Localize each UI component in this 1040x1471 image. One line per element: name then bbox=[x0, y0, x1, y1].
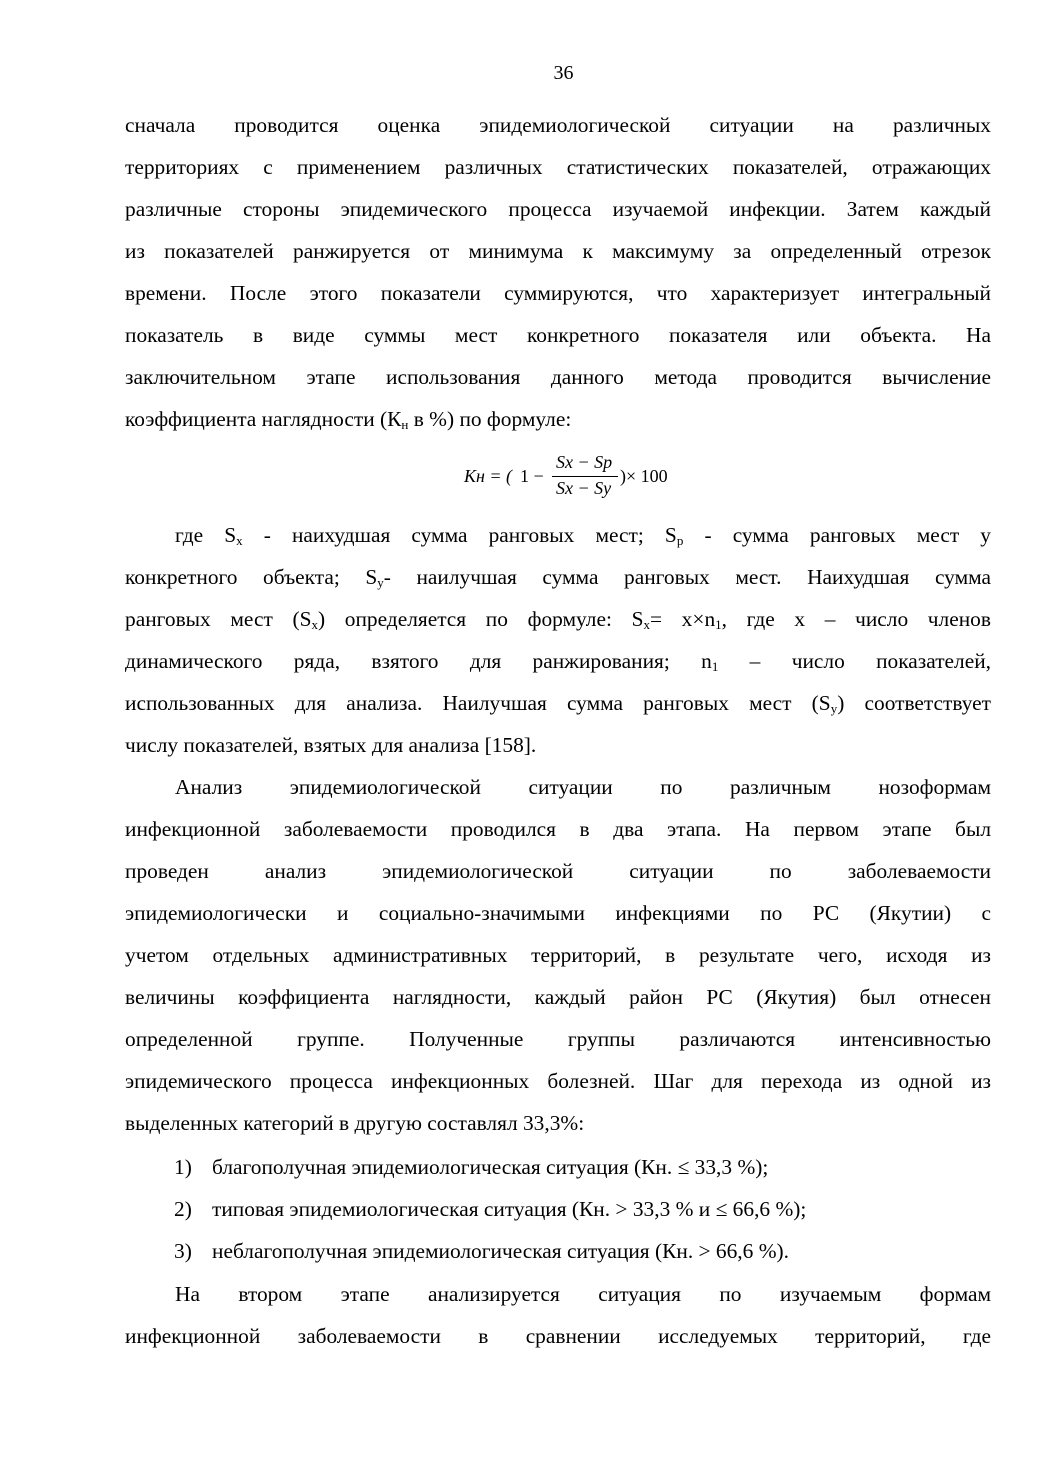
page-number: 36 bbox=[553, 62, 574, 84]
text-line: учетом отдельных административных территорий, в результате чего, исходя из bbox=[125, 943, 991, 967]
list-item: 2) типовая эпидемиологическая ситуация (Кн. > 33,3 % и ≤ 66,6 %); bbox=[174, 1197, 807, 1221]
text-line: территориях с применением различных статистических показателей, отражающих bbox=[125, 155, 991, 179]
text-line: инфекционной заболеваемости проводился в два этапа. На первом этапе был bbox=[125, 817, 991, 841]
text-line: величины коэффициента наглядности, каждый район РС (Якутия) был отнесен bbox=[125, 985, 991, 1009]
paragraph-2 bbox=[125, 514, 991, 766]
text-line: выделенных категорий в другую составлял 33,3%: bbox=[125, 1111, 585, 1135]
text-line: проведен анализ эпидемиологической ситуации по заболеваемости bbox=[125, 859, 991, 883]
text-line: Анализ эпидемиологической ситуации по различным нозоформам bbox=[175, 775, 991, 799]
formula-numerator: Sx − Sp bbox=[556, 452, 613, 472]
text-line: числу показателей, взятых для анализа [158]. bbox=[125, 733, 537, 757]
list-item: 3) неблагополучная эпидемиологическая ситуация (Кн. > 66,6 %). bbox=[174, 1239, 789, 1263]
text-line: коэффициента наглядности ($К_н$ в %) по формуле: bbox=[125, 407, 572, 432]
text-line: определенной группе. Полученные группы различаются интенсивностью bbox=[125, 1027, 991, 1051]
text-line: На втором этапе анализируется ситуация по изучаемым формам bbox=[175, 1282, 991, 1306]
text-line: ранговых мест $(S_x)$ определяется по формуле: $S_x= x\times n_1$, где x – число членов bbox=[125, 607, 991, 632]
paragraph-1 bbox=[125, 104, 991, 440]
text-line: заключительном этапе использования данного метода проводится вычисление bbox=[125, 365, 991, 389]
text-line: использованных для анализа. Наилучшая сумма ранговых мест $(S_у)$ соответствует bbox=[125, 691, 991, 716]
text-line: инфекционной заболеваемости в сравнении исследуемых территорий, где bbox=[125, 1324, 991, 1348]
text-line: эпидемического процесса инфекционных болезней. Шаг для перехода из одной из bbox=[125, 1069, 991, 1093]
paragraph-3 bbox=[125, 766, 991, 1144]
formula-lhs: Кн = ( bbox=[464, 466, 513, 486]
formula-one: 1 − bbox=[520, 466, 544, 486]
text-line: конкретного объекта; $S_у-$ наилучшая сумма ранговых мест. Наихудшая сумма bbox=[125, 565, 991, 590]
text-line: из показателей ранжируется от минимума к максимуму за определенный отрезок bbox=[125, 239, 991, 263]
formula-rhs: )× 100 bbox=[620, 466, 668, 486]
list-item: 1) благополучная эпидемиологическая ситуация (Кн. ≤ 33,3 %); bbox=[174, 1155, 769, 1179]
text-line: где $S_x$ - наихудшая сумма ранговых мест; $S_р$ - сумма ранговых мест у bbox=[175, 523, 991, 548]
text-line: сначала проводится оценка эпидемиологической ситуации на различных bbox=[125, 113, 991, 137]
text-line: различные стороны эпидемического процесса изучаемой инфекции. Затем каждый bbox=[125, 197, 991, 221]
fraction-bar bbox=[552, 476, 618, 477]
text-line: динамического ряда, взятого для ранжирования; $n_1$ – число показателей, bbox=[125, 649, 991, 674]
paragraph-4 bbox=[125, 1273, 991, 1357]
text-line: эпидемиологически и социально-значимыми инфекциями по РС (Якутии) с bbox=[125, 901, 991, 925]
text-line: показатель в виде суммы мест конкретного показателя или объекта. На bbox=[125, 323, 991, 347]
formula-denominator: Sx − Sy bbox=[556, 478, 612, 498]
text-line: времени. После этого показатели суммируются, что характеризует интегральный bbox=[125, 281, 991, 305]
